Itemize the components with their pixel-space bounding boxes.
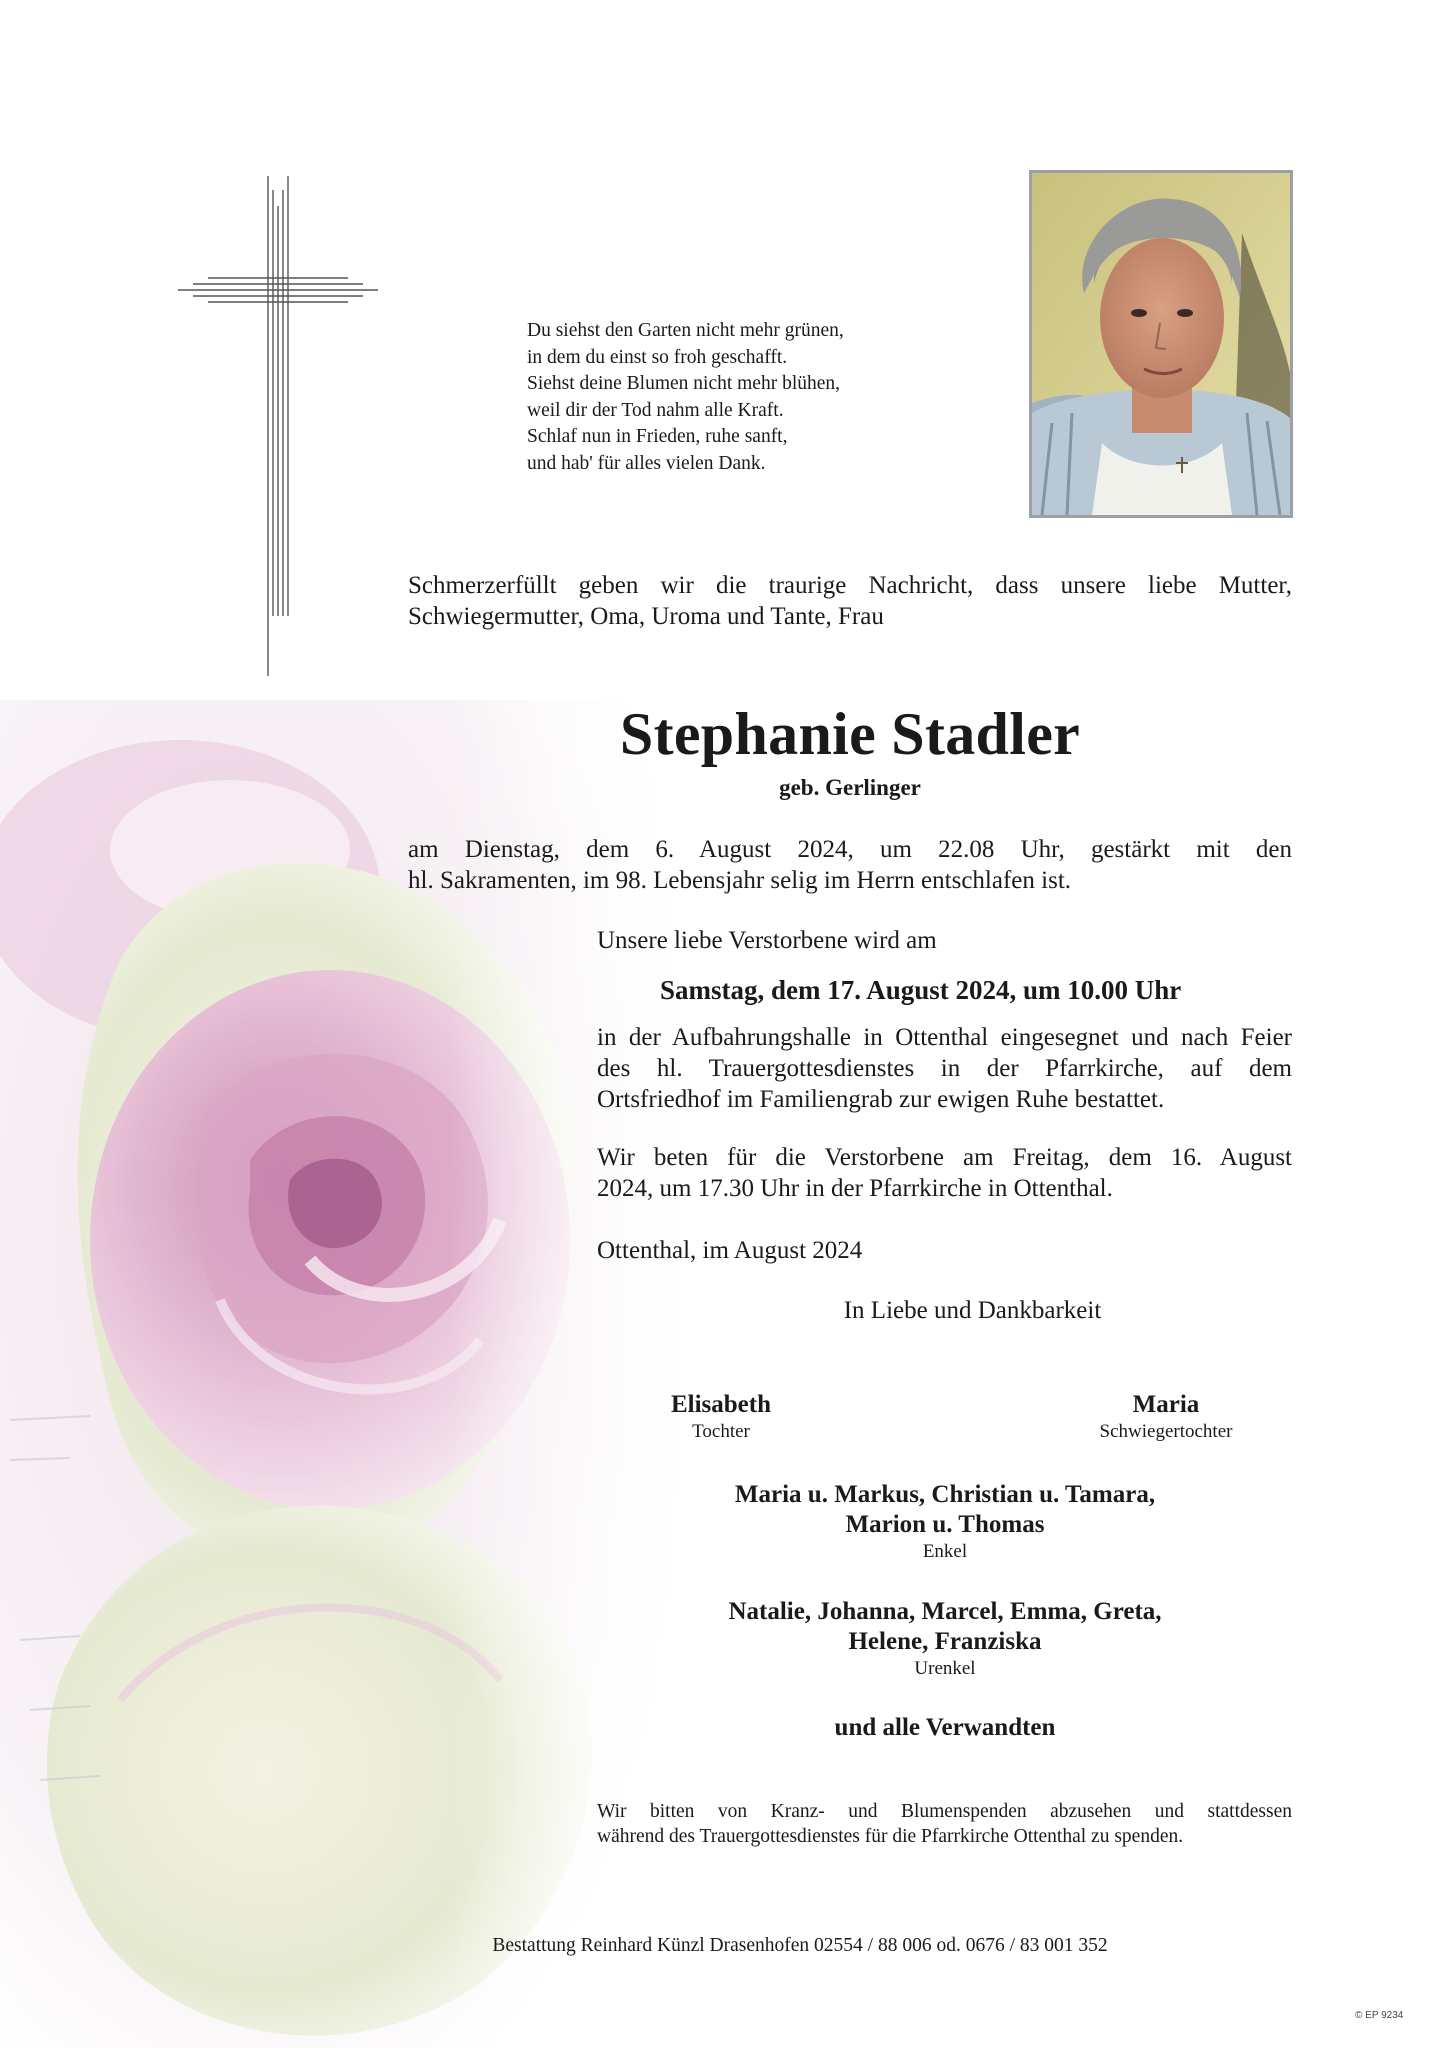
prayer-line: 2024, um 17.30 Uhr in der Pfarrkirche in Ottenthal.: [597, 1175, 1113, 1202]
mourner-great-grandchildren: [660, 1597, 1230, 1681]
prayer-line: Wir beten für die Verstorbene am Freitag, dem 16. August: [597, 1144, 1292, 1171]
mourner-names-line: Marion u. Thomas: [845, 1511, 1045, 1538]
poem-line: und hab' für alles vielen Dank.: [527, 452, 766, 474]
poem-line: in dem du einst so froh geschafft.: [527, 346, 788, 368]
request-line: während des Trauergottesdienstes für die Pfarrkirche Ottenthal zu spenden.: [597, 1826, 1184, 1847]
poem-line: Siehst deine Blumen nicht mehr blühen,: [527, 373, 841, 394]
rose-image: [0, 700, 700, 2048]
poem-line: Schlaf nun in Frieden, ruhe sanft,: [527, 426, 788, 447]
closing-line: In Liebe und Dankbarkeit: [843, 1297, 1102, 1324]
donation-request: [597, 1799, 1292, 1849]
mourner-daughter: [621, 1390, 821, 1444]
print-code: © EP 9234: [1355, 2010, 1404, 2021]
portrait-photo: [1029, 170, 1293, 518]
mourner-names-line: Natalie, Johanna, Marcel, Emma, Greta,: [728, 1598, 1162, 1625]
mourner-grandchildren: [660, 1480, 1230, 1564]
ceremony-line: Ortsfriedhof im Familiengrab zur ewigen Ruhe bestattet.: [597, 1086, 1165, 1113]
death-notice: [408, 834, 1292, 896]
mourner-relation: Tochter: [692, 1421, 750, 1442]
mourner-relation: Enkel: [922, 1541, 968, 1562]
funeral-intro: Unsere liebe Verstorbene wird am: [597, 927, 937, 954]
poem: [527, 318, 947, 477]
mourner-names-line: Helene, Franziska: [848, 1628, 1042, 1655]
relatives-line: und alle Verwandten: [834, 1714, 1056, 1741]
death-line: am Dienstag, dem 6. August 2024, um 22.08 Uhr, gestärkt mit den: [408, 836, 1292, 863]
place-date: Ottenthal, im August 2024: [597, 1237, 863, 1264]
poem-line: weil dir der Tod nahm alle Kraft.: [527, 399, 784, 421]
ceremony-text: [597, 1022, 1292, 1115]
announcement-intro: [408, 570, 1292, 632]
deceased-name: Stephanie Stadler: [619, 701, 1081, 767]
maiden-name: geb. Gerlinger: [779, 775, 921, 800]
death-line: hl. Sakramenten, im 98. Lebensjahr selig im Herrn entschlafen ist.: [408, 867, 1072, 894]
mourner-name: Elisabeth: [670, 1391, 772, 1418]
prayer-text: [597, 1142, 1292, 1204]
ceremony-line: in der Aufbahrungshalle in Ottenthal eingesegnet und nach Feier: [597, 1024, 1292, 1051]
funeral-date: Samstag, dem 17. August 2024, um 10.00 Uhr: [660, 975, 1182, 1005]
mourner-name: Maria: [1132, 1391, 1200, 1418]
intro-line: Schmerzerfüllt geben wir die traurige Nachricht, dass unsere liebe Mutter,: [408, 572, 1292, 599]
request-line: Wir bitten von Kranz- und Blumenspenden abzusehen und stattdessen: [597, 1801, 1292, 1822]
ceremony-line: des hl. Trauergottesdienstes in der Pfarrkirche, auf dem: [597, 1055, 1292, 1082]
mourner-names-line: Maria u. Markus, Christian u. Tamara,: [734, 1481, 1156, 1508]
intro-line: Schwiegermutter, Oma, Uroma und Tante, Frau: [408, 603, 884, 630]
portrait-illustration: [1032, 173, 1290, 515]
poem-line: Du siehst den Garten nicht mehr grünen,: [527, 320, 844, 341]
mourner-relation: Urenkel: [914, 1658, 976, 1679]
undertaker-contact: Bestattung Reinhard Künzl Drasenhofen 02554 / 88 006 od. 0676 / 83 001 352: [492, 1935, 1108, 1956]
mourner-relation: Schwiegertochter: [1099, 1421, 1233, 1442]
mourner-daughter-in-law: [1066, 1390, 1266, 1444]
cross-icon: [178, 176, 378, 676]
